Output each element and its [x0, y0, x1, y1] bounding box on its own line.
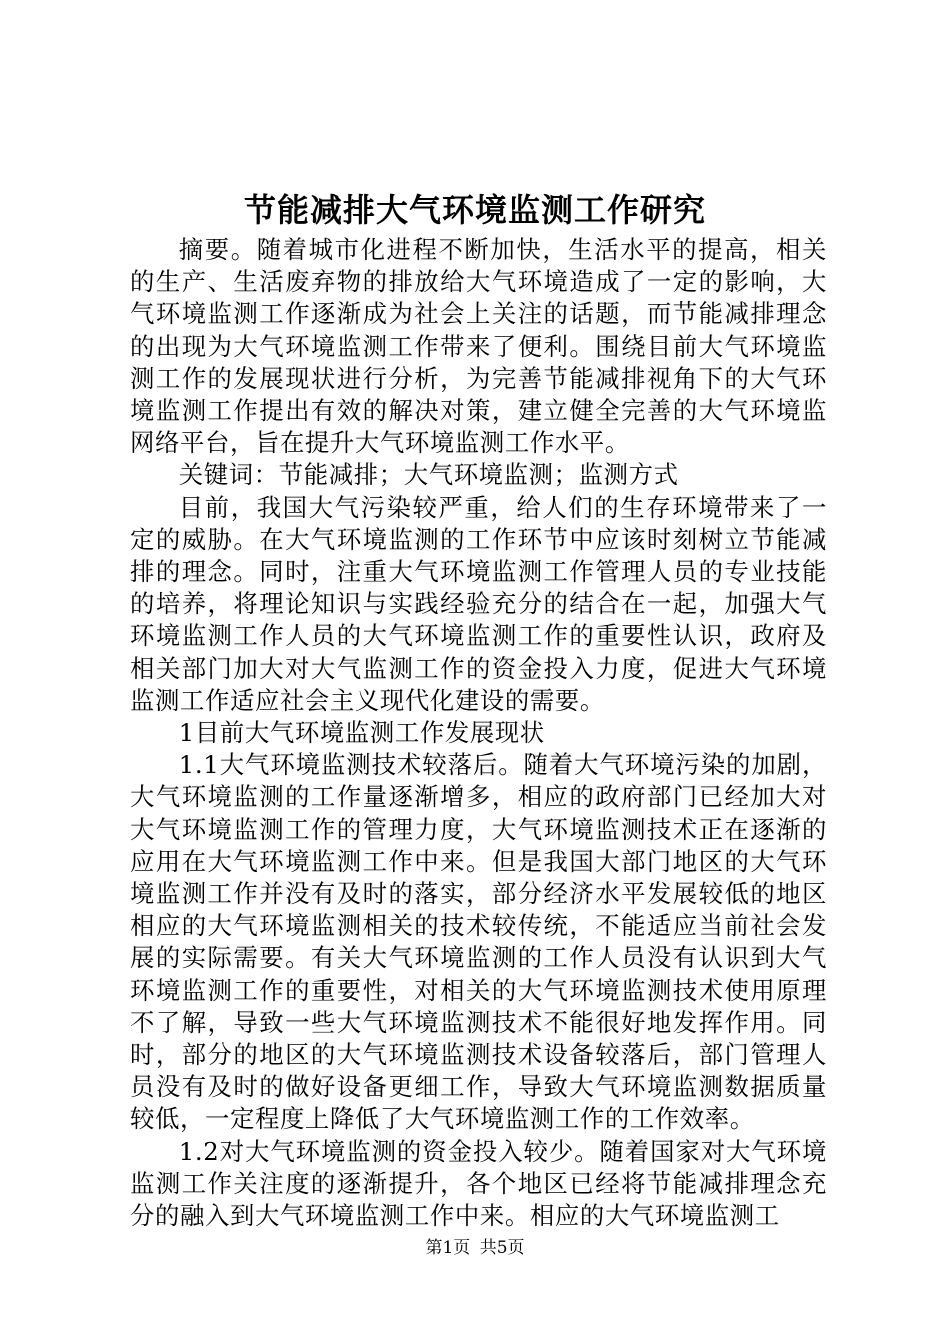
abstract-paragraph: 摘要。随着城市化进程不断加快，生活水平的提高，相关的生产、生活废弃物的排放给大气环境造成了一定的影响，大气环境监测工作逐渐成为社会上关注的话题，而节能减排理念的出现为大气环境监测工作带来了便利。围绕目前大气环境监测工作的发展现状进行分析，为完善节能减排视角下的大气环境监测工作提出有效的解决对策，建立健全完善的大气环境监网络平台，旨在提升大气环境监测工作水平。 [130, 235, 827, 458]
page-footer [0, 1236, 950, 1260]
document-title: 节能减排大气环境监测工作研究 [243, 191, 706, 229]
subsection-1-1-paragraph: 1.1大气环境监测技术较落后。随着大气环境污染的加剧，大气环境监测的工作量逐渐增多，相应的政府部门已经加大对大气环境监测工作的管理力度，大气环境监测技术正在逐渐的应用在大气环境监测工作中来。但是我国大部门地区的大气环境监测工作并没有及时的落实，部分经济水平发展较低的地区相应的大气环境监测相关的技术较传统，不能适应当前社会发展的实际需要。有关大气环境监测的工作人员没有认识到大气环境监测工作的重要性，对相关的大气环境监测技术使用原理不了解，导致一些大气环境监测技术不能很好地发挥作用。同时，部分的地区的大气环境监测技术设备较落后，部门管理人员没有及时的做好设备更细工作，导致大气环境监测数据质量较低，一定程度上降低了大气环境监测工作的工作效率。 [130, 750, 827, 1134]
intro-paragraph: 目前，我国大气污染较严重，给人们的生存环境带来了一定的威胁。在大气环境监测的工作环节中应该时刻树立节能减排的理念。同时，注重大气环境监测工作管理人员的专业技能的培养，将理论知识与实践经验充分的结合在一起，加强大气环境监测工作人员的大气环境监测工作的重要性认识，政府及相关部门加大对大气监测工作的资金投入力度，促进大气环境监测工作适应社会主义现代化建设的需要。 [130, 492, 827, 715]
page-total: 共5页 [479, 1238, 525, 1258]
keywords-paragraph: 关键词：节能减排；大气环境监测；监测方式 [178, 460, 679, 490]
page-number: 第1页 [425, 1238, 471, 1258]
document-body [130, 234, 827, 1232]
subsection-1-2-paragraph: 1.2对大气环境监测的资金投入较少。随着国家对大气环境监测工作关注度的逐渐提升，各个地区已经将节能减排理念充分的融入到大气环境监测工作中来。相应的大气环境监测工 [130, 1136, 827, 1231]
section-heading-1: 1目前大气环境监测工作发展现状 [178, 718, 545, 748]
